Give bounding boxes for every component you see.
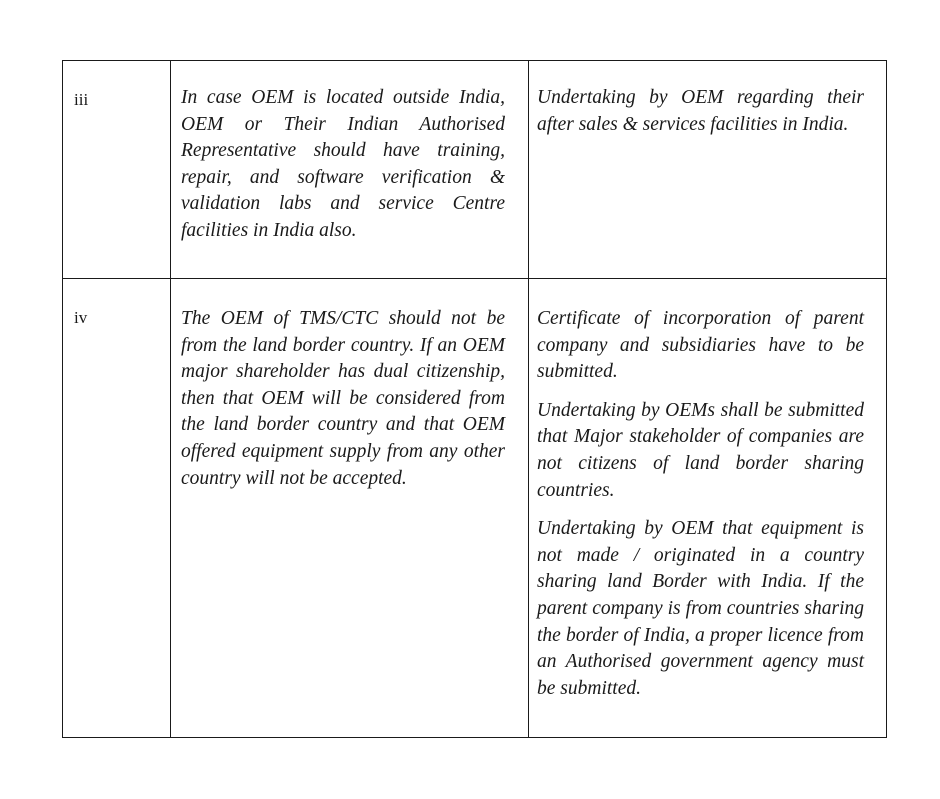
row-number-cell xyxy=(63,279,171,738)
row-number: iii xyxy=(74,90,89,109)
document-paragraph: Undertaking by OEM that equipment is not made / originated in a country sharing land Border with India. If the parent company is from countries sharing the border of India, a proper licence from an Authorised government agency must be submitted. xyxy=(537,518,864,699)
document-paragraph: Undertaking by OEM regarding their after sales & services facilities in India. xyxy=(537,87,864,135)
document-paragraph: Undertaking by OEMs shall be submitted that Major stakeholder of companies are not citizens of land border sharing countries. xyxy=(537,399,864,501)
document-cell xyxy=(529,279,887,738)
requirement-text: The OEM of TMS/CTC should not be from the land border country. If an OEM major shareholder has dual citizenship, then that OEM will be considered from the land border country and that OEM offered equipment supply from any other country will not be accepted. xyxy=(181,308,505,489)
document-cell xyxy=(529,61,887,279)
requirement-cell xyxy=(171,61,529,279)
table-row xyxy=(63,61,887,279)
requirements-table xyxy=(62,60,887,738)
requirement-text: In case OEM is located outside India, OEM or Their Indian Authorised Representative should have training, repair, and software verification & validation labs and service Centre facilities in India also. xyxy=(181,87,505,241)
table-row xyxy=(63,279,887,738)
row-number-cell xyxy=(63,61,171,279)
requirement-cell xyxy=(171,279,529,738)
document-paragraph: Certificate of incorporation of parent company and subsidiaries have to be submitted. xyxy=(537,308,864,383)
row-number: iv xyxy=(74,308,88,327)
